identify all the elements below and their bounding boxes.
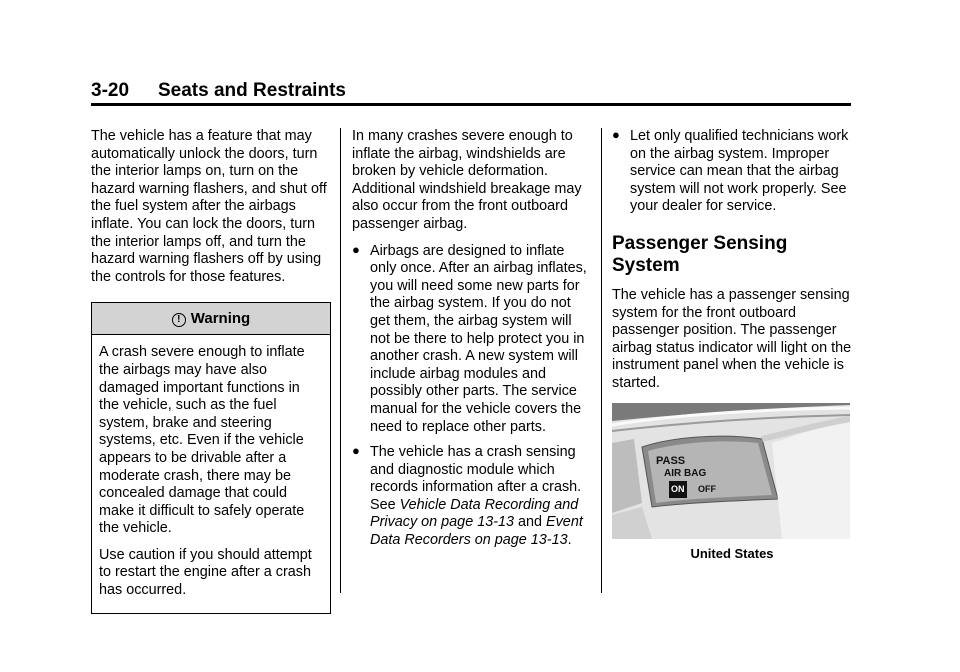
indicator-airbag-label: AIR BAG <box>664 467 707 479</box>
column-3 <box>612 128 852 562</box>
bullet-text: The vehicle has a crash sensing and diagnostic module which records information after a crash. See <box>370 444 582 513</box>
bullet-text: Airbags are designed to inflate only once. After an airbag inflates, you will need some new parts for the airbag system. If you do not get them, the airbag system will not be there to help protect you in another crash. A new system will include airbag modules and possibly other parts. The service manual for the vehicle covers the need to replace other parts. <box>370 242 587 435</box>
column-divider-1 <box>340 128 341 593</box>
bullet-icon: ● <box>612 127 620 142</box>
warning-box <box>91 302 331 613</box>
page-number: 3-20 <box>91 80 130 101</box>
page-header <box>91 80 346 102</box>
airbag-indicator-illustration <box>612 403 850 539</box>
warning-icon: ! <box>172 313 186 327</box>
bullet-airbags-inflate <box>352 243 592 437</box>
figure-caption: United States <box>690 545 774 561</box>
passenger-sensing-paragraph: The vehicle has a passenger sensing system for the front outboard passenger position. The passenger airbag status indicator will light on the instrument panel when the vehicle is started. <box>612 286 852 391</box>
airbag-indicator-figure <box>612 403 850 539</box>
bullet-text-end: . <box>567 532 572 549</box>
warning-header <box>92 303 330 335</box>
intro-paragraph: The vehicle has a feature that may automatically unlock the doors, turn the interior lamps on, turn on the hazard warning flashers, and shut off the fuel system after the airbags inflate. You can lock the doors, turn the interior lamps off, and turn the hazard warning flashers off by using the controls for those features. <box>91 128 327 285</box>
indicator-off-label: OFF <box>698 483 716 494</box>
bullet-icon: ● <box>352 241 360 257</box>
warning-title: Warning <box>190 310 251 328</box>
column-2 <box>352 128 592 558</box>
windshield-paragraph: In many crashes severe enough to inflate the airbag, windshields are broken by vehicle deformation. Additional windshield breakage may also occur from the front outboard passenger airbag. <box>352 128 582 232</box>
column-1 <box>91 128 331 614</box>
link-vehicle-data-recording[interactable]: Vehicle Data Recording and Privacy on page 13-13 <box>370 496 579 531</box>
header-rule <box>91 103 851 106</box>
bullet-qualified-technicians <box>612 128 852 216</box>
link-event-data-recorders[interactable]: Event Data Recorders on page 13-13 <box>370 514 583 549</box>
warning-body <box>92 335 330 612</box>
bullet-text-and: and <box>514 514 547 531</box>
section-title-header: Seats and Restraints <box>158 80 346 101</box>
bullet-text: Let only qualified technicians work on the airbag system. Improper service can mean that the airbag system will not work properly. See your dealer for service. <box>630 128 849 215</box>
bullet-icon: ● <box>352 443 360 459</box>
warning-paragraph-2: Use caution if you should attempt to restart the engine after a crash has occurred. <box>99 546 312 599</box>
section-heading: Passenger Sensing System <box>612 232 788 276</box>
warning-paragraph-1: A crash severe enough to inflate the airbags may have also damaged important functions in the vehicle, such as the fuel system, brake and steering systems, etc. Even if the vehicle appears to be drivable after a moderate crash, there may be concealed damage that could make it difficult to safely operate the vehicle. <box>99 344 305 537</box>
indicator-pass-label: PASS <box>656 454 686 467</box>
indicator-on-label: ON <box>669 481 687 499</box>
bullet-crash-module <box>352 444 592 550</box>
column-divider-2 <box>601 128 602 593</box>
